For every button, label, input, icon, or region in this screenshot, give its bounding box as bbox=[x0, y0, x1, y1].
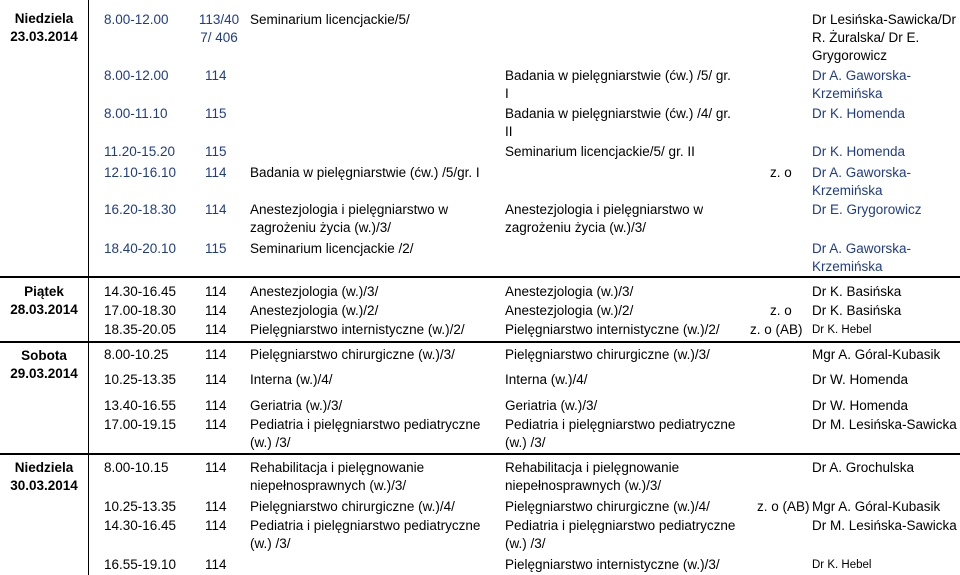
time-cell: 13.40-16.55 bbox=[104, 398, 177, 413]
room-cell: 114 bbox=[205, 460, 227, 475]
time-cell: 12.10-16.10 bbox=[104, 165, 177, 180]
time-cell: 14.30-16.45 bbox=[104, 284, 177, 299]
class-cell: Seminarium licencjackie/5/ gr. II bbox=[505, 144, 695, 159]
teacher-cell: Dr K. Hebel bbox=[812, 324, 872, 336]
room-cell: 115 bbox=[205, 144, 227, 159]
teacher-cell: Dr M. Lesińska-Sawicka bbox=[812, 417, 957, 432]
class-cell: Badania w pielęgniarstwie (ćw.) /5/gr. I bbox=[250, 165, 480, 180]
room-cell: 114 bbox=[205, 398, 227, 413]
teacher-cell: Mgr A. Góral-Kubasik bbox=[812, 347, 941, 362]
class-cell: Anestezjologia (w.)/2/ bbox=[505, 303, 634, 318]
time-cell: 8.00-12.00 bbox=[104, 68, 169, 83]
room-cell: 114 bbox=[205, 165, 227, 180]
class-cell: Rehabilitacja i pielęgnowanie niepełnosprawnych (w.)/3/ bbox=[505, 460, 680, 493]
room-cell: 115 bbox=[205, 241, 227, 256]
zo-cell: z. o bbox=[770, 165, 792, 180]
time-cell: 18.35-20.05 bbox=[104, 322, 177, 337]
class-cell: Anestezjologia (w.)/3/ bbox=[505, 284, 634, 299]
time-cell: 8.00-12.00 bbox=[104, 12, 169, 27]
teacher-cell: Mgr A. Góral-Kubasik bbox=[812, 499, 941, 514]
room-cell: 114 bbox=[205, 68, 227, 83]
class-cell: Badania w pielęgniarstwie (ćw.) /5/ gr. I bbox=[505, 68, 731, 101]
teacher-cell: Dr Lesińska-Sawicka/Dr R. Żuralska/ Dr E. Grygorowicz bbox=[812, 12, 957, 63]
time-cell: 17.00-19.15 bbox=[104, 417, 177, 432]
time-cell: 14.30-16.45 bbox=[104, 518, 177, 533]
day-label: Niedziela 23.03.2014 bbox=[10, 11, 78, 44]
zo-cell: z. o (AB) bbox=[750, 322, 803, 337]
zo-cell: z. o (AB) bbox=[757, 499, 810, 514]
time-cell: 8.00-11.10 bbox=[104, 106, 168, 121]
room-cell: 114 bbox=[205, 284, 227, 299]
class-cell: Interna (w.)/4/ bbox=[505, 372, 588, 387]
room-cell: 114 bbox=[205, 518, 227, 533]
class-cell: Pielęgniarstwo internistyczne (w.)/2/ bbox=[505, 322, 720, 337]
room-cell: 114 bbox=[205, 347, 227, 362]
zo-cell: z. o bbox=[770, 303, 792, 318]
day-separator bbox=[0, 276, 960, 278]
day-separator bbox=[0, 341, 960, 343]
teacher-cell: Dr K. Homenda bbox=[812, 106, 906, 121]
day-label: Piątek 28.03.2014 bbox=[10, 284, 78, 317]
class-cell: Pielęgniarstwo chirurgiczne (w.)/3/ bbox=[505, 347, 710, 362]
time-cell: 10.25-13.35 bbox=[104, 499, 177, 514]
teacher-cell: Dr K. Basińska bbox=[812, 303, 902, 318]
teacher-cell: Dr A. Gaworska-Krzemińska bbox=[812, 241, 912, 274]
teacher-cell: Dr A. Grochulska bbox=[812, 460, 915, 475]
column-separator bbox=[88, 0, 89, 575]
room-cell: 114 bbox=[205, 322, 227, 337]
room-cell: 114 bbox=[205, 557, 227, 572]
room-cell: 114 bbox=[205, 417, 227, 432]
day-label: Sobota 29.03.2014 bbox=[10, 348, 78, 381]
class-cell: Anestezjologia (w.)/2/ bbox=[250, 303, 379, 318]
teacher-cell: Dr E. Grygorowicz bbox=[812, 202, 922, 217]
time-cell: 11.20-15.20 bbox=[104, 144, 176, 159]
teacher-cell: Dr M. Lesińska-Sawicka bbox=[812, 518, 957, 533]
class-cell: Anestezjologia i pielęgniarstwo w zagrożeniu życia (w.)/3/ bbox=[250, 202, 449, 235]
room-cell: 114 bbox=[205, 499, 227, 514]
class-cell: Pediatria i pielęgniarstwo pediatryczne (w.) /3/ bbox=[505, 518, 736, 551]
class-cell: Pediatria i pielęgniarstwo pediatryczne (w.) /3/ bbox=[250, 417, 481, 450]
time-cell: 17.00-18.30 bbox=[104, 303, 177, 318]
room-cell: 113/40 7/ 406 bbox=[198, 12, 240, 45]
class-cell: Geriatria (w.)/3/ bbox=[250, 398, 343, 413]
day-separator bbox=[0, 453, 960, 455]
time-cell: 8.00-10.15 bbox=[104, 460, 169, 475]
teacher-cell: Dr W. Homenda bbox=[812, 398, 909, 413]
time-cell: 16.20-18.30 bbox=[104, 202, 177, 217]
class-cell: Pielęgniarstwo internistyczne (w.)/3/ bbox=[505, 557, 720, 572]
class-cell: Interna (w.)/4/ bbox=[250, 372, 333, 387]
room-cell: 115 bbox=[205, 106, 227, 121]
class-cell: Geriatria (w.)/3/ bbox=[505, 398, 598, 413]
class-cell: Seminarium licencjackie /2/ bbox=[250, 241, 414, 256]
class-cell: Pediatria i pielęgniarstwo pediatryczne (w.) /3/ bbox=[250, 518, 481, 551]
time-cell: 16.55-19.10 bbox=[104, 557, 177, 572]
teacher-cell: Dr K. Homenda bbox=[812, 144, 906, 159]
teacher-cell: Dr K. Hebel bbox=[812, 559, 872, 571]
class-cell: Badania w pielęgniarstwie (ćw.) /4/ gr. II bbox=[505, 106, 731, 139]
class-cell: Pielęgniarstwo internistyczne (w.)/2/ bbox=[250, 322, 465, 337]
class-cell: Rehabilitacja i pielęgnowanie niepełnosprawnych (w.)/3/ bbox=[250, 460, 425, 493]
time-cell: 10.25-13.35 bbox=[104, 372, 177, 387]
class-cell: Pediatria i pielęgniarstwo pediatryczne (w.) /3/ bbox=[505, 417, 736, 450]
class-cell: Pielęgniarstwo chirurgiczne (w.)/4/ bbox=[250, 499, 455, 514]
room-cell: 114 bbox=[205, 303, 227, 318]
teacher-cell: Dr K. Basińska bbox=[812, 284, 902, 299]
class-cell: Pielęgniarstwo chirurgiczne (w.)/4/ bbox=[505, 499, 710, 514]
teacher-cell: Dr W. Homenda bbox=[812, 372, 909, 387]
class-cell: Pielęgniarstwo chirurgiczne (w.)/3/ bbox=[250, 347, 455, 362]
room-cell: 114 bbox=[205, 202, 227, 217]
class-cell: Anestezjologia (w.)/3/ bbox=[250, 284, 379, 299]
class-cell: Seminarium licencjackie/5/ bbox=[250, 12, 410, 27]
time-cell: 18.40-20.10 bbox=[104, 241, 177, 256]
class-cell: Anestezjologia i pielęgniarstwo w zagrożeniu życia (w.)/3/ bbox=[505, 202, 704, 235]
day-label: Niedziela 30.03.2014 bbox=[10, 460, 78, 493]
teacher-cell: Dr A. Gaworska-Krzemińska bbox=[812, 165, 912, 198]
teacher-cell: Dr A. Gaworska-Krzemińska bbox=[812, 68, 912, 101]
room-cell: 114 bbox=[205, 372, 227, 387]
time-cell: 8.00-10.25 bbox=[104, 347, 169, 362]
